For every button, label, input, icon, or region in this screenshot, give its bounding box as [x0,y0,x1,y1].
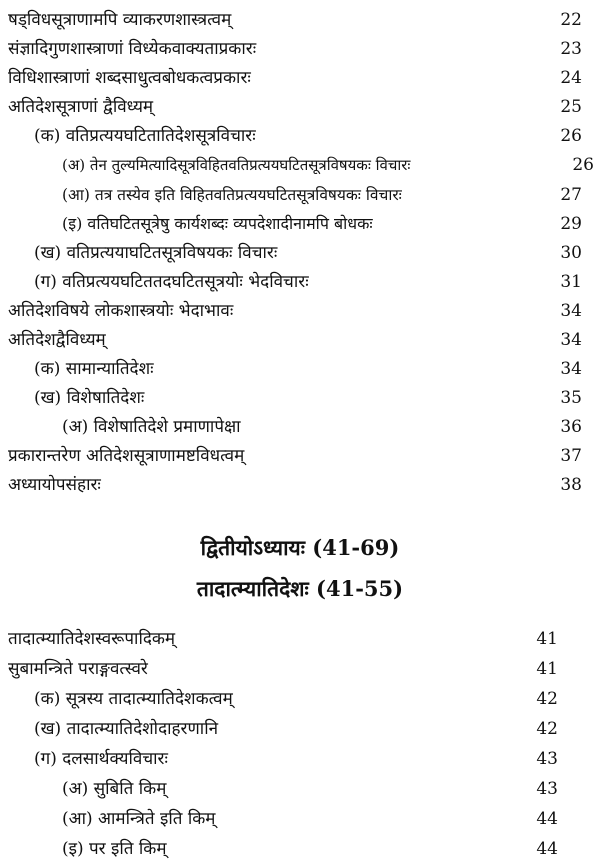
toc-entry-page: 42 [536,689,558,709]
toc-entry-title: अतिदेशविषये लोकशास्त्रयोः भेदाभावः [8,301,234,321]
toc-entry-title: षड्विधसूत्राणामपि व्याकरणशास्त्रत्वम् [8,10,232,30]
toc-entry-page: 25 [560,97,582,117]
toc-entry-page: 38 [560,475,582,495]
toc-entry-title: (ख) वतिप्रत्ययाघटितसूत्रविषयकः विचारः [34,243,278,263]
toc-entry-title: अतिदेशसूत्राणां द्वैविध्यम् [8,97,154,117]
toc-entry-page: 43 [536,779,558,799]
toc-entry [0,325,600,355]
toc-entry-page: 41 [536,659,558,679]
toc-entry-page: 36 [560,417,582,437]
toc-entry [0,63,600,93]
toc-entry-page: 41 [536,629,558,649]
toc-entry [0,654,600,684]
toc-entry-title: सुबामन्त्रिते पराङ्गवत्स्वरे [8,659,148,679]
toc-entry [0,34,600,64]
toc-entry-page: 44 [536,839,558,859]
toc-entry-title: संज्ञादिगुणशास्त्राणां विध्येकवाक्यताप्रकारः [8,39,257,59]
toc-entry-title: तादात्म्यातिदेशस्वरूपादिकम् [8,629,176,649]
toc-entry [0,470,600,500]
toc-entry [0,238,600,268]
toc-entry [0,624,600,654]
toc-entry [0,209,600,239]
toc-entry [0,354,600,384]
toc-entry-title: (क) सामान्यातिदेशः [34,359,154,379]
toc-entry [0,383,600,413]
toc-entry-title: विधिशास्त्राणां शब्दसाधुत्वबोधकत्वप्रकारः [8,68,251,88]
toc-entry [0,804,600,834]
toc-entry-title: (ख) विशेषातिदेशः [34,388,145,408]
toc-entry [0,296,600,326]
toc-entry-page: 23 [560,39,582,59]
toc-entry [0,684,600,714]
toc-entry [0,180,600,210]
toc-entry-page: 26 [560,126,582,146]
toc-entry-page: 34 [560,359,582,379]
toc-entry [0,774,600,804]
toc-entry [0,121,600,151]
toc-entry-title: (ख) तादात्म्यातिदेशोदाहरणानि [34,719,219,739]
toc-entry-title: (आ) तत्र तस्येव इति विहितवतिप्रत्ययघटितसूत्रविषयकः विचारः [62,186,402,204]
toc-entry-page: 43 [536,749,558,769]
section-heading: तादात्म्यातिदेशः (41-55) [196,576,404,601]
toc-entry-title: प्रकारान्तरेण अतिदेशसूत्राणामष्टविधत्वम् [8,446,245,466]
toc-entry-page: 24 [560,68,582,88]
toc-entry-title: (इ) वतिघटितसूत्रेषु कार्यशब्दः व्यपदेशादीनामपि बोधकः [62,214,373,233]
toc-entry-title: अध्यायोपसंहारः [8,475,101,495]
toc-entry [0,92,600,122]
toc-entry [0,441,600,471]
toc-entry-title: (अ) सुबिति किम् [62,779,167,799]
toc-entry-page: 42 [536,719,558,739]
toc-entry [0,5,600,35]
toc-entry [0,267,600,297]
toc-entry [0,834,600,864]
toc-entry-page: 34 [560,301,582,321]
toc-entry-page: 34 [560,330,582,350]
toc-entry-page: 35 [560,388,582,408]
toc-entry-title: अतिदेशद्वैविध्यम् [8,330,106,350]
toc-entry-title: (ग) दलसार्थक्यविचारः [34,749,168,769]
toc-entry-title: (क) सूत्रस्य तादात्म्यातिदेशकत्वम् [34,689,233,709]
toc-entry [0,412,600,442]
toc-entry-page: 31 [560,272,582,292]
toc-entry-title: (ग) वतिप्रत्ययघटिततदघटितसूत्रयोः भेदविचारः [34,272,309,292]
toc-entry-page: 30 [560,243,582,263]
toc-entry-title: (इ) पर इति किम् [62,839,167,859]
toc-entry-page: 29 [560,214,582,234]
toc-entry-page: 44 [536,809,558,829]
chapter-heading: द्वितीयोऽध्यायः (41-69) [200,535,400,560]
toc-entry [0,714,600,744]
toc-entry [0,150,600,180]
toc-entry-title: (आ) आमन्त्रिते इति किम् [62,809,216,829]
toc-entry [0,744,600,774]
toc-entry-page: 26 [572,155,594,175]
toc-entry-page: 27 [560,185,582,205]
toc-entry-title: (अ) विशेषातिदेशे प्रमाणापेक्षा [62,417,241,437]
toc-entry-page: 37 [560,446,582,466]
toc-entry-title: (क) वतिप्रत्ययघटितातिदेशसूत्रविचारः [34,126,256,146]
toc-entry-page: 22 [560,10,582,30]
toc-entry-title: (अ) तेन तुल्यमित्यादिसूत्रविहितवतिप्रत्ययघटितसूत्रविषयकः विचारः [62,156,411,174]
